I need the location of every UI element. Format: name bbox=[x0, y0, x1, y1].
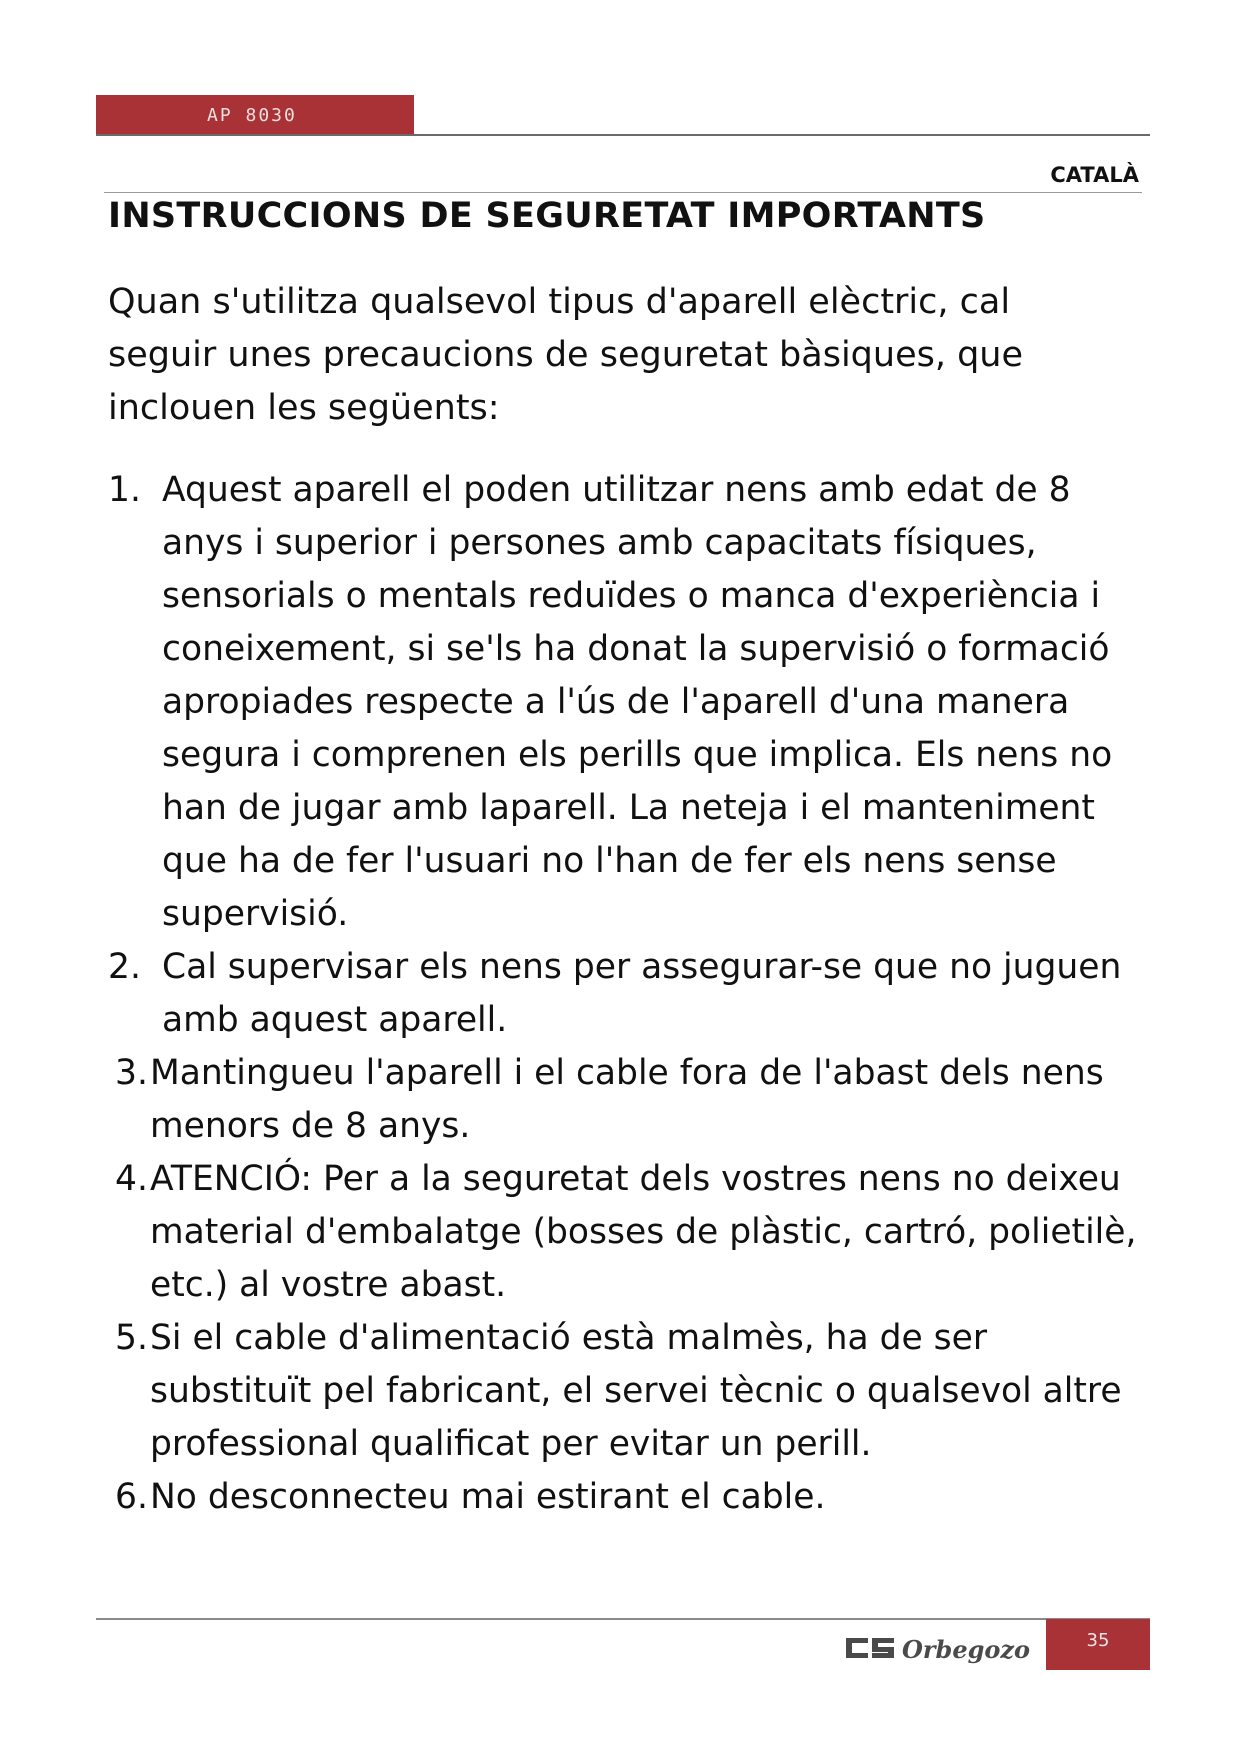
item-text: No desconnecteu mai estirant el cable. bbox=[150, 1477, 826, 1517]
page-number-box bbox=[1046, 1619, 1150, 1670]
list-item bbox=[108, 1471, 1148, 1524]
item-number: 3. bbox=[115, 1053, 148, 1093]
model-tab bbox=[96, 95, 414, 135]
list-item bbox=[108, 1047, 1148, 1153]
item-number: 5. bbox=[115, 1318, 148, 1358]
header-divider bbox=[96, 134, 1150, 136]
item-text: Cal supervisar els nens per assegurar-se que no juguen amb aquest aparell. bbox=[162, 947, 1122, 1040]
page-title: INSTRUCCIONS DE SEGURETAT IMPORTANTS bbox=[108, 196, 986, 236]
item-text: Si el cable d'alimentació està malmès, ha de ser substituït pel fabricant, el servei tècnic o qualsevol altre professional qualificat per evitar un perill. bbox=[150, 1318, 1122, 1464]
item-number: 4. bbox=[115, 1159, 148, 1199]
item-text: ATENCIÓ: Per a la seguretat dels vostres nens no deixeu material d'embalatge (bosses de plàstic, cartró, polietilè, etc.) al vostre abast. bbox=[150, 1159, 1137, 1305]
list-item bbox=[108, 464, 1148, 941]
item-text: Aquest aparell el poden utilitzar nens amb edat de 8 anys i superior i persones amb capacitats físiques, sensorials o mentals reduïdes o manca d'experiència i coneixement, si se'ls ha donat la supervisió o formació apropiades respecte a l'ús de l'aparell d'una manera segura i comprenen els perills que implica. Els nens no han de jugar amb laparell. La neteja i el manteniment que ha de fer l'usuari no l'han de fer els nens sense supervisió. bbox=[162, 470, 1113, 934]
intro-paragraph: Quan s'utilitza qualsevol tipus d'aparell elèctric, cal seguir unes precaucions de seguretat bàsiques, que inclouen les següents: bbox=[108, 282, 1024, 428]
item-number: 2. bbox=[108, 947, 141, 987]
item-text: Mantingueu l'aparell i el cable fora de l'abast dels nens menors de 8 anys. bbox=[150, 1053, 1104, 1146]
item-number: 1. bbox=[108, 470, 141, 510]
model-number: AP 8030 bbox=[207, 105, 297, 126]
safety-instructions-list bbox=[108, 464, 1148, 1524]
brand-wordmark: Orbegozo bbox=[902, 1635, 1031, 1664]
page-number: 35 bbox=[1086, 1630, 1110, 1651]
language-divider bbox=[104, 192, 1142, 193]
list-item bbox=[108, 1153, 1148, 1312]
brand-logo bbox=[844, 1628, 1034, 1668]
list-item bbox=[108, 941, 1148, 1047]
footer-divider bbox=[96, 1618, 1150, 1620]
list-item bbox=[108, 1312, 1148, 1471]
item-number: 6. bbox=[115, 1477, 148, 1517]
language-label: CATALÀ bbox=[1050, 163, 1139, 187]
